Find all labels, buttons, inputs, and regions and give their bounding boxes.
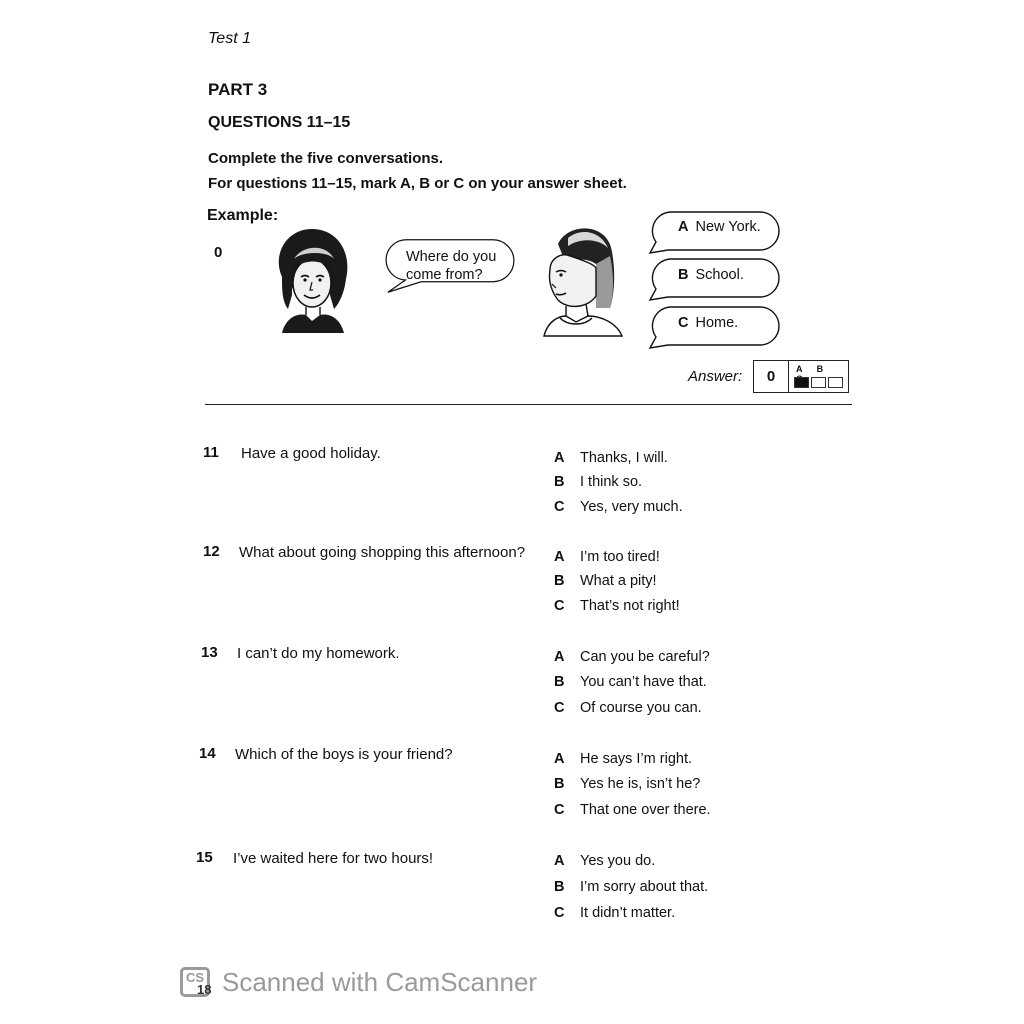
answer-option-text: He says I’m right. [580,751,692,767]
answer-option-text: That’s not right! [580,598,680,614]
answer-option-text: You can’t have that. [580,674,707,690]
camscanner-logo-text: CS [185,970,205,985]
question-prompt: What about going shopping this afternoon? [239,544,526,561]
answer-option-letter: C [554,598,565,614]
answer-option-letter: B [554,776,565,792]
answer-option-text: Yes, very much. [580,499,683,515]
answer-label: Answer: [688,368,743,385]
option-text: New York. [695,219,761,235]
answer-option-text: Yes he is, isn’t he? [580,776,701,792]
woman-illustration [538,224,628,338]
answer-option-letter: B [554,573,565,589]
answer-option-letter: C [554,499,565,515]
answer-option-letter: B [554,879,565,895]
camscanner-watermark [180,964,537,1000]
answer-option-letter: A [554,450,565,466]
option-text: Home. [695,315,739,331]
answer-option-letter: A [554,649,565,665]
answer-option-letter: A [554,549,565,565]
answer-option-text: I’m sorry about that. [580,879,709,895]
answer-option-text: I’m too tired! [580,549,660,565]
example-option-b [678,267,744,283]
option-letter: B [678,267,689,283]
answer-option-text: Of course you can. [580,700,702,716]
answer-option-letter: C [554,700,565,716]
part-title: PART 3 [208,80,268,99]
question-number: 11 [203,444,219,461]
question-prompt: Have a good holiday. [241,445,381,462]
answer-option-text: Thanks, I will. [580,450,668,466]
example-number: 0 [214,244,223,261]
question-number: 15 [196,849,213,866]
answer-option-text: It didn’t matter. [580,905,676,921]
answer-option-letter: C [554,802,565,818]
speech-line-2: come from? [406,267,483,283]
answer-option-letter: C [554,905,565,921]
questions-title: QUESTIONS 11–15 [208,114,351,131]
answer-letters: A B [796,364,830,374]
answer-box [753,360,849,393]
divider [205,404,852,405]
answer-option-text: What a pity! [580,573,657,589]
answer-cell-c [828,377,843,388]
question-number: 13 [201,644,218,661]
answer-cells [794,377,843,388]
option-letter: A [678,219,689,235]
answer-number: 0 [754,361,789,392]
question-number: 14 [199,745,216,762]
answer-option-letter: B [554,474,565,490]
answer-option-text: Can you be careful? [580,649,710,665]
answer-option-letter: A [554,853,565,869]
answer-option-text: Yes you do. [580,853,656,869]
camscanner-logo-icon [180,967,210,997]
question-number: 12 [203,543,220,560]
instruction-line-1: Complete the five conversations. [208,150,444,167]
girl-illustration [268,225,354,335]
speech-line-1: Where do you [406,249,497,265]
answer-option-letter: B [554,674,565,690]
answer-option-letter: A [554,751,565,767]
test-label: Test 1 [208,30,251,47]
watermark-text: Scanned with CamScanner [222,966,538,997]
question-prompt: I’ve waited here for two hours! [233,850,434,867]
page-number: 18 [197,982,212,997]
question-prompt: I can’t do my homework. [237,645,400,662]
answer-cell-a [794,377,809,388]
example-label: Example: [207,207,279,224]
option-letter: C [678,315,689,331]
speech-text [406,248,518,284]
answer-option-text: That one over there. [580,802,711,818]
example-option-a [678,219,761,235]
question-prompt: Which of the boys is your friend? [235,746,453,763]
answer-cell-b [811,377,826,388]
answer-option-text: I think so. [580,474,643,490]
option-text: School. [695,267,744,283]
instruction-line-2: For questions 11–15, mark A, B or C on your answer sheet. [208,175,627,192]
example-option-c [678,315,738,331]
